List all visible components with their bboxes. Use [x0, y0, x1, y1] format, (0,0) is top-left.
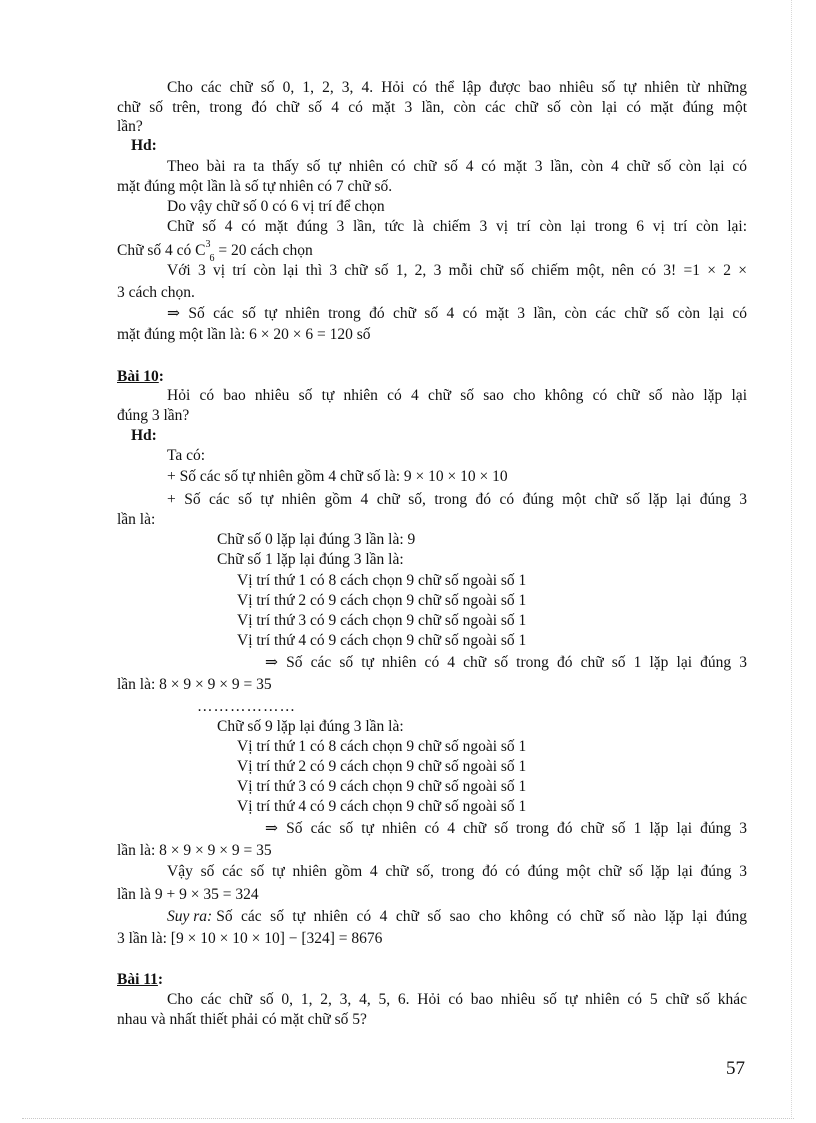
text-line: Với 3 vị trí còn lại thì 3 chữ số 1, 2, 3 mỗi chữ số chiếm một, nên có 3! =1 × 2 ×	[167, 262, 747, 279]
text-line: + Số các số tự nhiên gồm 4 chữ số là: 9 × 10 × 10 × 10	[167, 468, 508, 485]
page-number: 57	[726, 1058, 745, 1079]
text-line: Vị trí thứ 3 có 9 cách chọn 9 chữ số ngoài số 1	[237, 778, 527, 795]
text-line: Chữ số 4 có mặt đúng 3 lần, tức là chiếm 3 vị trí còn lại trong 6 vị trí còn lại:	[167, 218, 747, 235]
text-line: lần?	[117, 118, 143, 135]
hd-label-text: Hd:	[131, 137, 157, 154]
hd-label	[131, 136, 157, 156]
exercise-heading-text: Bài 10	[117, 368, 159, 385]
text-line: mặt đúng một lần là số tự nhiên có 7 chữ số.	[117, 178, 393, 195]
page-edge-dots	[791, 0, 792, 1117]
text-line: mặt đúng một lần là: 6 × 20 × 6 = 120 số	[117, 326, 371, 343]
text-line: Vị trí thứ 2 có 9 cách chọn 9 chữ số ngoài số 1	[237, 758, 527, 775]
text-line: Theo bài ra ta thấy số tự nhiên có chữ số 4 có mặt 3 lần, còn 4 chữ số còn lại có	[167, 158, 747, 175]
text-line: Vị trí thứ 4 có 9 cách chọn 9 chữ số ngoài số 1	[237, 632, 527, 649]
text-line: 3 lần là: [9 × 10 × 10 × 10] − [324] = 8676	[117, 930, 383, 947]
text-seg: Số các số tự nhiên có 4 chữ số sao cho không có chữ số nào lặp lại đúng	[216, 908, 747, 925]
text-line: 3 cách chọn.	[117, 284, 195, 301]
hd-label	[131, 426, 157, 446]
text-line: Vậy số các số tự nhiên gồm 4 chữ số, trong đó có đúng một chữ số lặp lại đúng 3	[167, 863, 747, 880]
text-line: lần là:	[117, 511, 156, 528]
text-line: Vị trí thứ 1 có 8 cách chọn 9 chữ số ngoài số 1	[237, 572, 527, 589]
exercise-heading	[117, 367, 164, 387]
text-line: ⇒ Số các số tự nhiên có 4 chữ số trong đó chữ số 1 lặp lại đúng 3	[265, 820, 747, 837]
heading-colon: :	[157, 971, 164, 988]
hd-label-text: Hd:	[131, 427, 157, 444]
combination-sub: 6	[209, 253, 215, 265]
text-line: Do vậy chữ số 0 có 6 vị trí để chọn	[167, 198, 385, 215]
heading-colon: :	[158, 368, 164, 385]
page-bottom-dots	[22, 1118, 794, 1119]
text-line: Cho các chữ số 0, 1, 2, 3, 4. Hỏi có thể lập được bao nhiêu số tự nhiên từ những	[167, 79, 747, 96]
text-line: Chữ số 1 lặp lại đúng 3 lần là:	[217, 551, 404, 568]
text-seg: Chữ số 4 có C	[117, 242, 206, 260]
text-line: lần là: 8 × 9 × 9 × 9 = 35	[117, 676, 272, 693]
text-line: Hỏi có bao nhiêu số tự nhiên có 4 chữ số sao cho không có chữ số nào lặp lại	[167, 387, 747, 404]
text-line: nhau và nhất thiết phải có mặt chữ số 5?	[117, 1011, 367, 1028]
text-line: + Số các số tự nhiên gồm 4 chữ số, trong đó có đúng một chữ số lặp lại đúng 3	[167, 491, 747, 508]
text-line: Chữ số 9 lặp lại đúng 3 lần là:	[217, 718, 404, 735]
text-line: Vị trí thứ 2 có 9 cách chọn 9 chữ số ngoài số 1	[237, 592, 527, 609]
suy-ra-label: Suy ra:	[167, 908, 213, 925]
text-line: chữ số trên, trong đó chữ số 4 có mặt 3 lần, còn các chữ số còn lại có mặt đúng một	[117, 99, 747, 116]
combination-sup: 3	[205, 239, 211, 250]
text-line: đúng 3 lần?	[117, 407, 190, 424]
text-line: ⇒ Số các số tự nhiên trong đó chữ số 4 có mặt 3 lần, còn các chữ số còn lại có	[167, 305, 747, 322]
exercise-heading-text: Bài 11	[117, 971, 158, 988]
text-line: Vị trí thứ 3 có 9 cách chọn 9 chữ số ngoài số 1	[237, 612, 527, 629]
text-line: lần là: 8 × 9 × 9 × 9 = 35	[117, 842, 272, 859]
text-seg: = 20 cách chọn	[214, 242, 313, 260]
text-line: Vị trí thứ 1 có 8 cách chọn 9 chữ số ngoài số 1	[237, 738, 527, 755]
text-line: ⇒ Số các số tự nhiên có 4 chữ số trong đó chữ số 1 lặp lại đúng 3	[265, 654, 747, 671]
text-line: Vị trí thứ 4 có 9 cách chọn 9 chữ số ngoài số 1	[237, 798, 527, 815]
ellipsis-line: ………………	[197, 698, 296, 715]
text-line: Ta có:	[167, 447, 206, 464]
text-line: Chữ số 0 lặp lại đúng 3 lần là: 9	[217, 531, 416, 548]
text-line: lần là 9 + 9 × 35 = 324	[117, 886, 259, 903]
exercise-heading	[117, 970, 163, 990]
text-line	[167, 907, 747, 927]
text-line: Cho các chữ số 0, 1, 2, 3, 4, 5, 6. Hỏi có bao nhiêu số tự nhiên có 5 chữ số khác	[167, 991, 747, 1008]
